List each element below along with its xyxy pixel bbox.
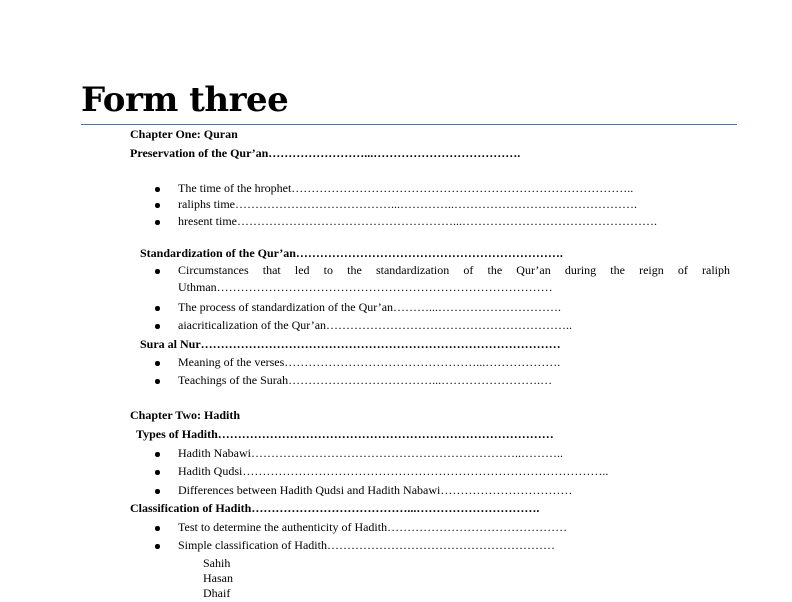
bullet-icon (155, 306, 160, 311)
sura-heading: Sura al Nur……………………………………………………………………………… (140, 337, 561, 351)
list-item: hresent time………………………………………………...…………………………………………. (178, 214, 657, 229)
title-underline (81, 124, 737, 125)
bullet-icon (155, 203, 160, 208)
bullet-icon (155, 452, 160, 457)
bullet-icon (155, 187, 160, 192)
list-item: aiacriticalization of the Qur’an…………………………………………………….. (178, 318, 572, 333)
list-item: Differences between Hadith Qudsi and Hadith Nabawi…………………………… (178, 483, 572, 498)
preservation-heading: Preservation of the Qur’an……………………...………………………………. (130, 146, 521, 160)
types-heading: Types of Hadith………………………………………………………………………… (136, 427, 554, 441)
list-item: Test to determine the authenticity of Hadith……………………………………… (178, 520, 567, 535)
bullet-icon (155, 220, 160, 225)
chapter-one-heading: Chapter One: Quran (130, 127, 238, 141)
list-item: Meaning of the verses…………………………………………...………………. (178, 355, 560, 370)
bullet-icon (155, 470, 160, 475)
list-item: Hadith Qudsi……………………………………………………………………………….. (178, 464, 608, 479)
list-item: The process of standardization of the Qur’an………...…………………………. (178, 300, 561, 315)
bullet-icon (155, 269, 160, 274)
std-item-1-line-1: Circumstances that led to the standardization of the Qur’an during the reign of raliph (178, 263, 730, 277)
std-item-1-line-2: Uthman………………………………………………………………………… (178, 280, 553, 294)
list-item: Teachings of the Surah………………………………...…………………….… (178, 373, 552, 388)
bullet-icon (155, 379, 160, 384)
grade-hasan: Hasan (203, 571, 233, 585)
bullet-icon (155, 544, 160, 549)
grade-sahih: Sahih (203, 556, 231, 570)
bullet-icon (155, 324, 160, 329)
page-title: Form three (81, 80, 289, 120)
bullet-icon (155, 361, 160, 366)
list-item: raliphs time…………………………………...…………..………………………………………. (178, 197, 637, 212)
list-item: The time of the hrophet………………………………………………………………………….. (178, 181, 633, 196)
chapter-two-heading: Chapter Two: Hadith (130, 408, 241, 422)
classification-heading: Classification of Hadith…………………………………...…………………………. (130, 501, 540, 515)
bullet-icon (155, 489, 160, 494)
grade-dhaif: Dhaif (203, 586, 231, 600)
standardization-heading: Standardization of the Qur’an…………………………………………………………. (140, 246, 563, 260)
list-item: Hadith Nabawi…………………………………………………………..……….. (178, 446, 563, 461)
bullet-icon (155, 526, 160, 531)
list-item: Simple classification of Hadith………………………………………………… (178, 538, 555, 553)
